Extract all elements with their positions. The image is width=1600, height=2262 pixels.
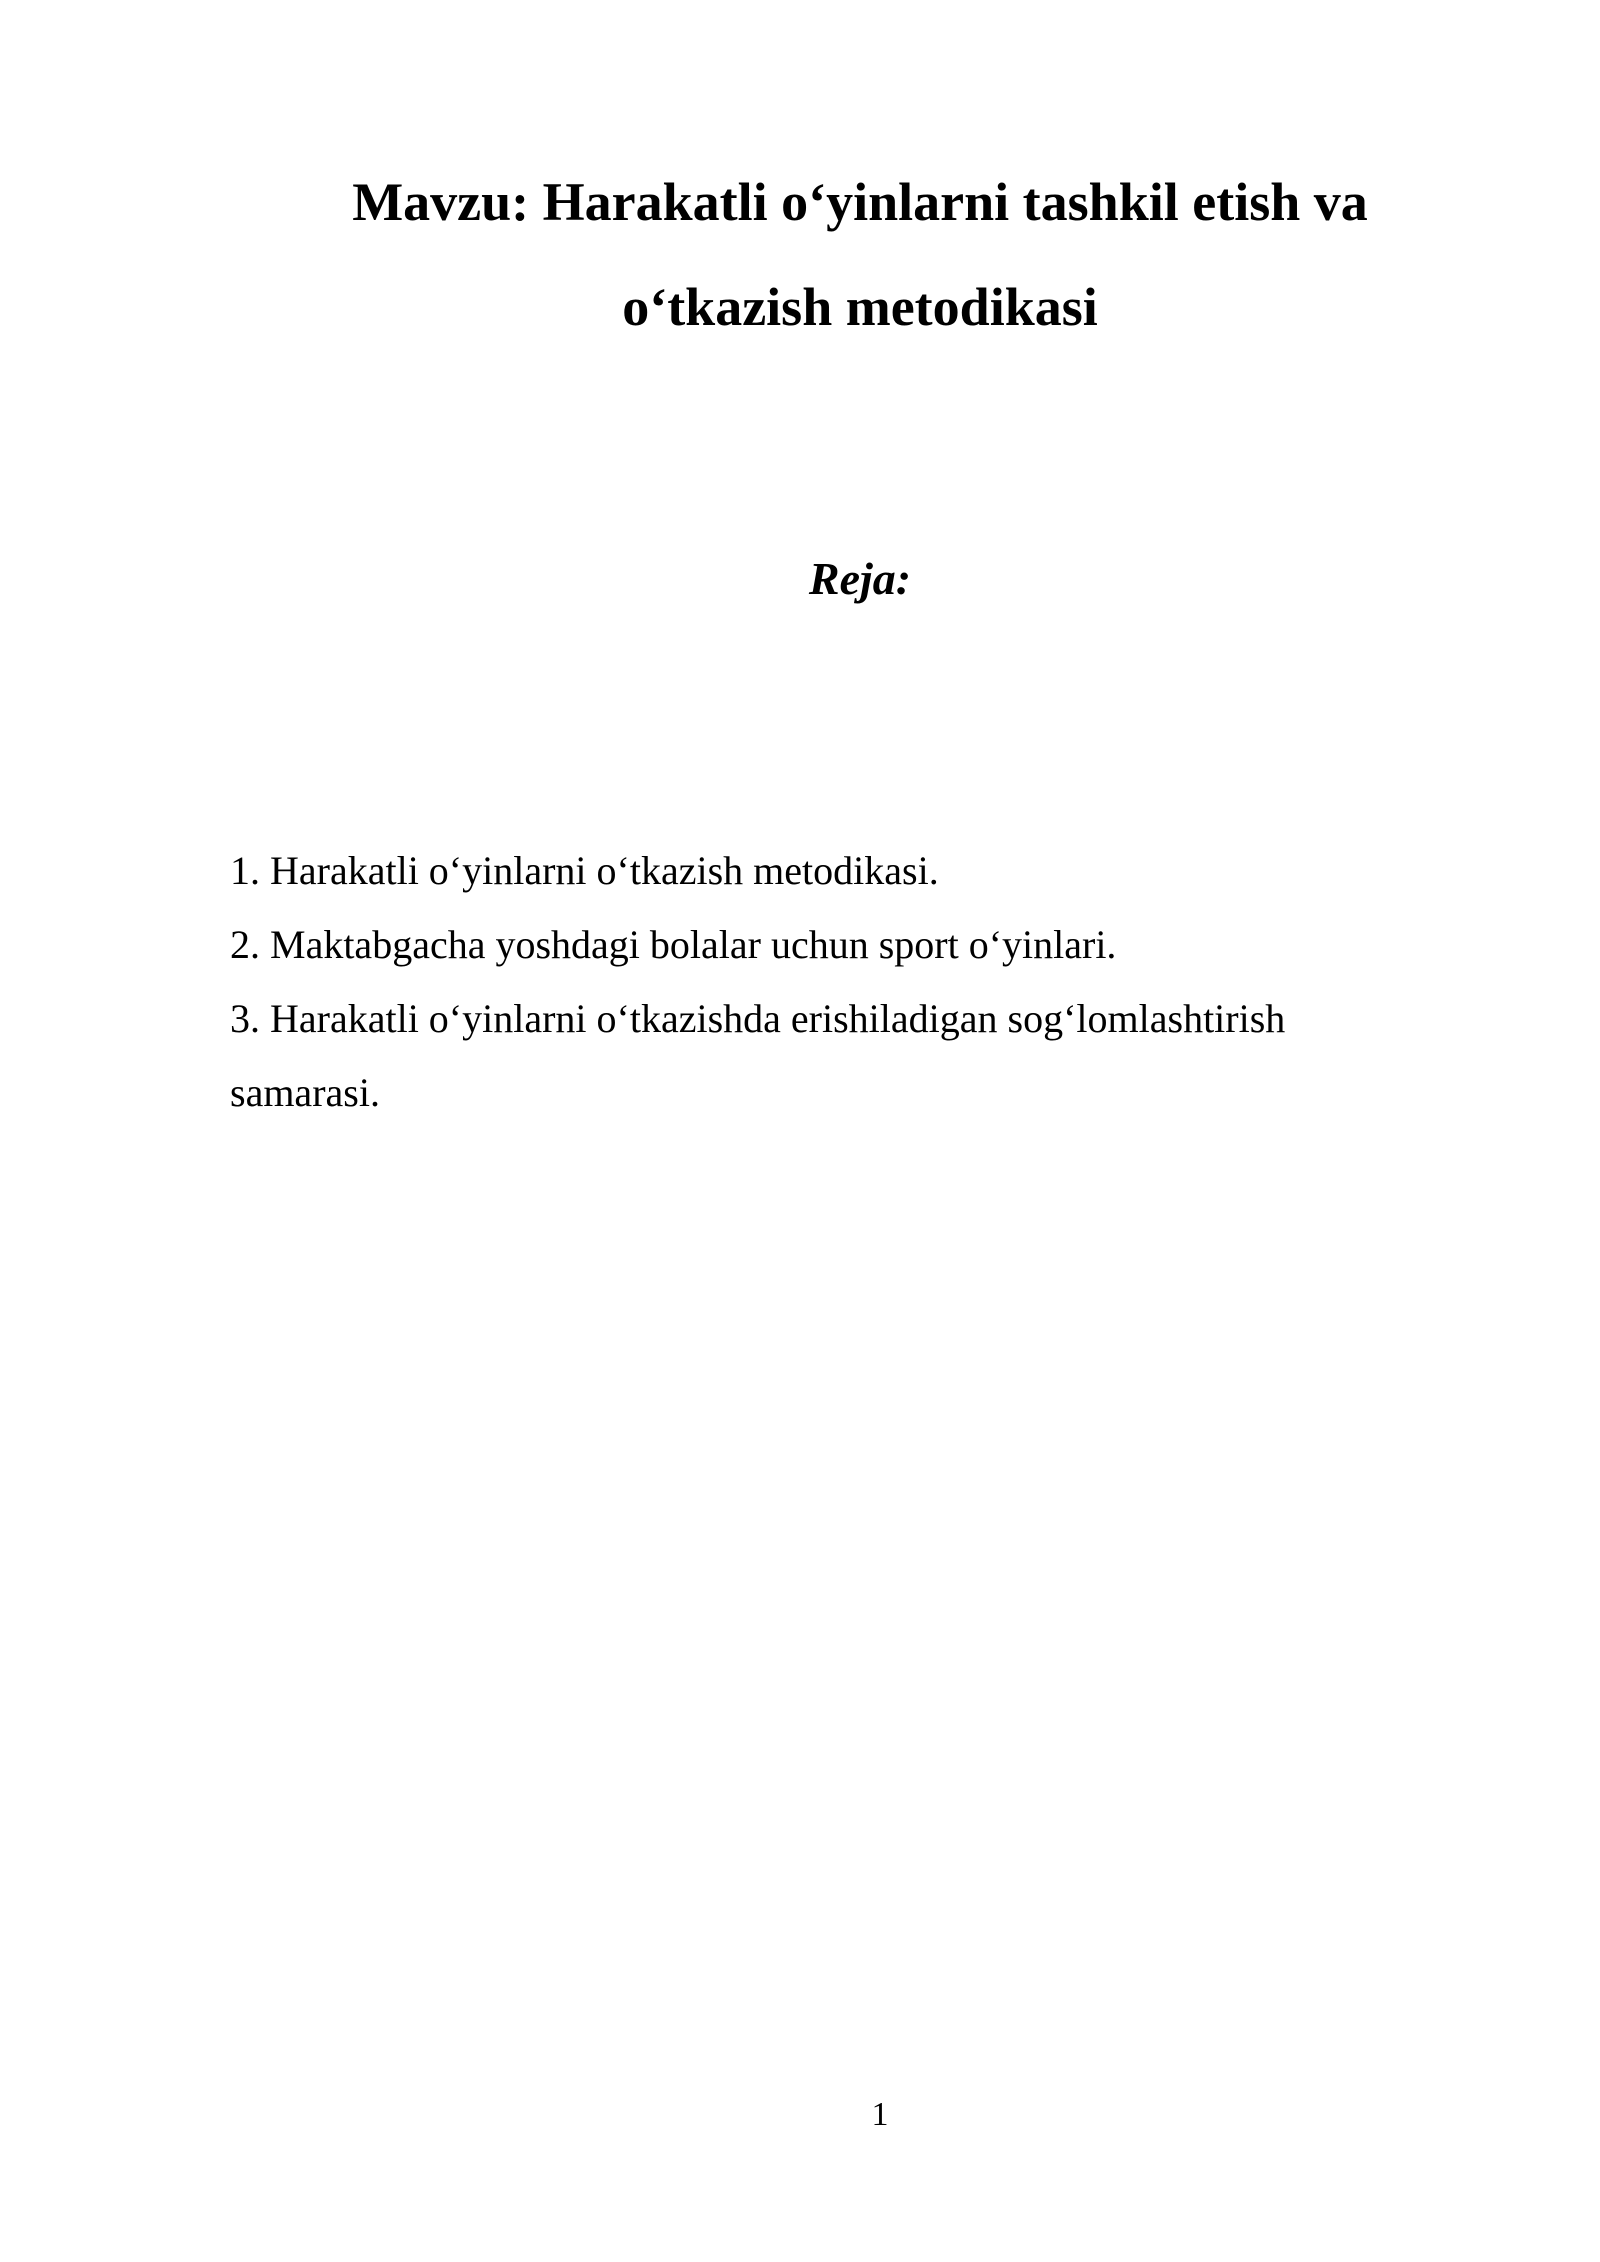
plan-item-number: 1. bbox=[230, 848, 260, 893]
title-line-2: o‘tkazish metodikasi bbox=[622, 277, 1098, 337]
plan-item-number: 3. bbox=[230, 996, 260, 1041]
plan-item bbox=[230, 908, 1400, 982]
plan-heading: Reja: bbox=[808, 553, 912, 604]
plan-item-text: Harakatli o‘yinlarni o‘tkazishda erishiladigan sog‘lomlashtirish samarasi. bbox=[230, 996, 1286, 1115]
plan-item bbox=[230, 834, 1400, 908]
page-number: 1 bbox=[871, 2096, 889, 2133]
plan-item bbox=[230, 982, 1400, 1130]
plan-list bbox=[230, 834, 1400, 1130]
plan-item-text: Maktabgacha yoshdagi bolalar uchun sport o‘yinlari. bbox=[270, 922, 1117, 967]
plan-item-text: Harakatli o‘yinlarni o‘tkazish metodikasi. bbox=[270, 848, 939, 893]
title-line-1: Mavzu: Harakatli o‘yinlarni tashkil etish va bbox=[352, 172, 1368, 232]
plan-item-number: 2. bbox=[230, 922, 260, 967]
page-title bbox=[230, 150, 1490, 360]
